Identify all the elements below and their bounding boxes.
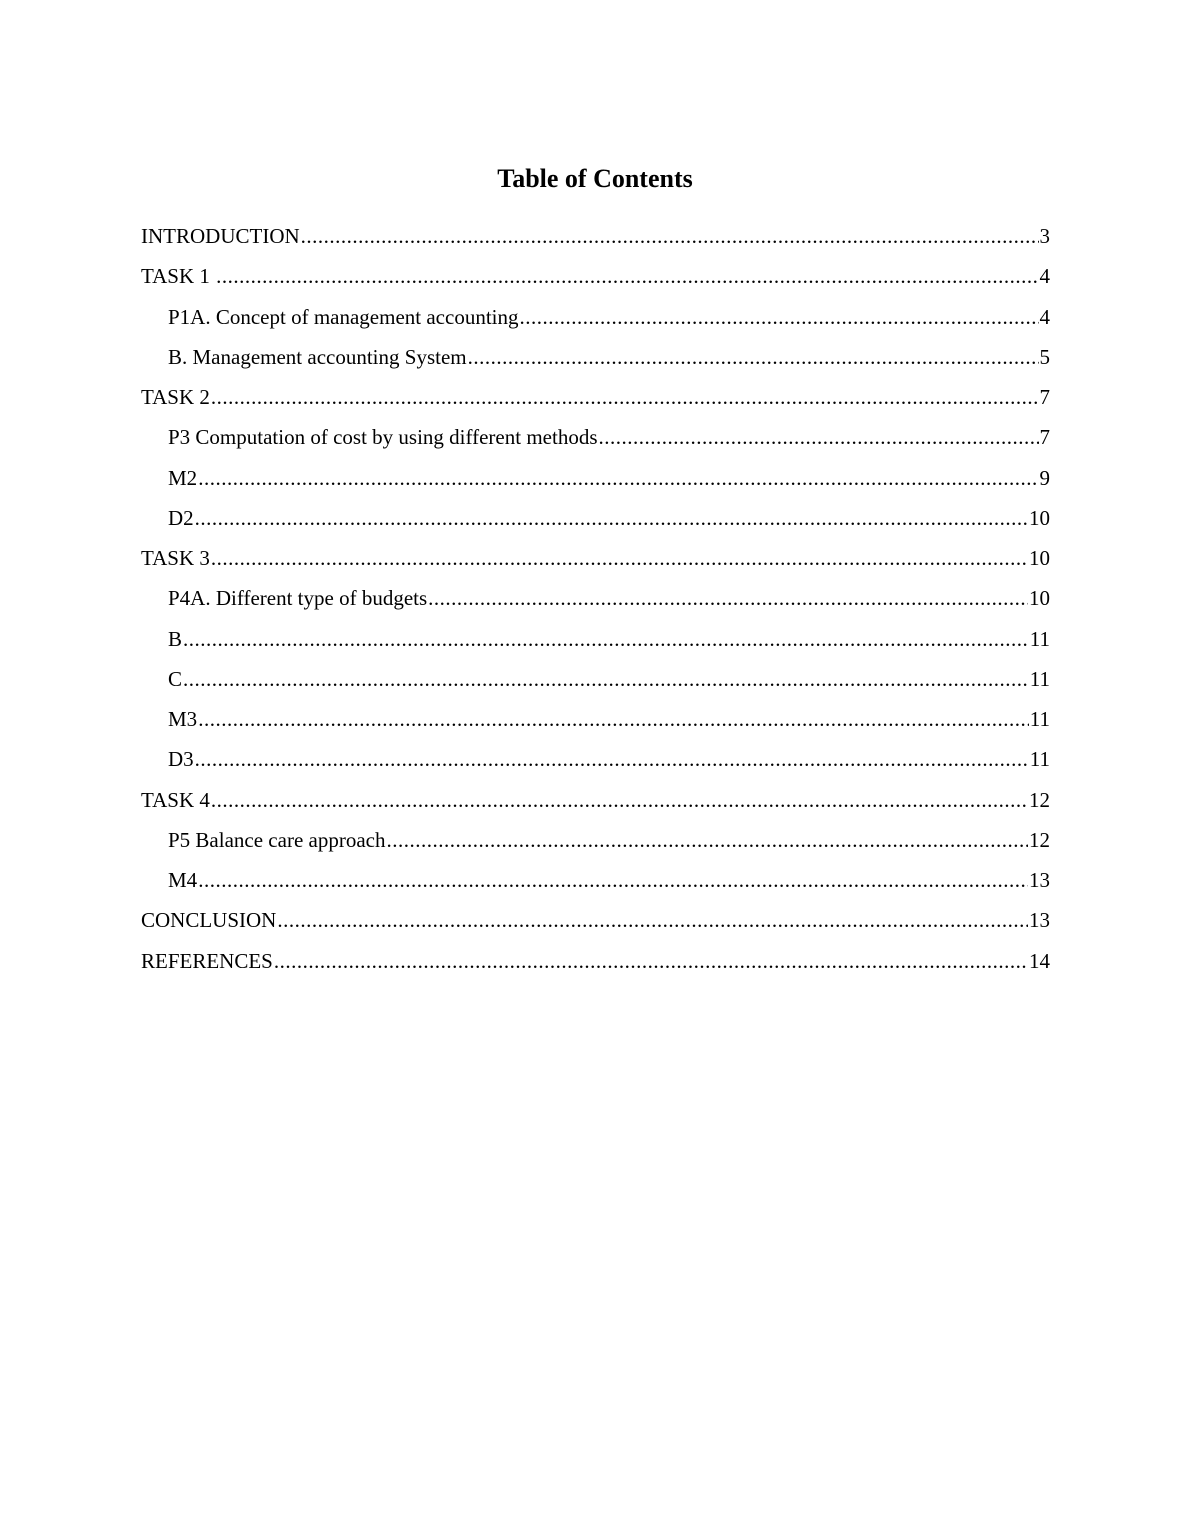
- toc-entry[interactable]: [141, 421, 1050, 461]
- toc-entry-page-number: 11: [1029, 747, 1050, 772]
- toc-entry-label: P3 Computation of cost by using different methods: [168, 425, 598, 450]
- toc-entry-page-number: 4: [1039, 264, 1050, 289]
- toc-entry-label: C: [168, 666, 183, 691]
- toc-dot-leader: [520, 301, 1039, 333]
- toc-entry-label: REFERENCES: [141, 948, 273, 973]
- toc-entry-page-number: 11: [1029, 626, 1050, 651]
- toc-entry[interactable]: [141, 623, 1050, 663]
- toc-entry[interactable]: [141, 904, 1050, 944]
- toc-entry-page-number: 7: [1039, 425, 1050, 450]
- toc-entry-page-number: 11: [1029, 666, 1050, 691]
- toc-dot-leader: [198, 462, 1038, 494]
- toc-entry[interactable]: [141, 462, 1050, 502]
- toc-entry-page-number: 7: [1039, 385, 1050, 409]
- toc-dot-leader: [183, 623, 1029, 655]
- toc-title: Table of Contents: [497, 164, 693, 193]
- toc-entry[interactable]: [141, 824, 1050, 864]
- toc-entry-label: CONCLUSION: [141, 908, 277, 933]
- toc-entry[interactable]: [141, 582, 1050, 622]
- toc-entry-label: B: [168, 626, 183, 651]
- toc-entry-label: TASK 1: [141, 264, 216, 289]
- toc-entry-label: P5 Balance care approach: [168, 827, 386, 852]
- toc-entry-page-number: 12: [1029, 827, 1050, 852]
- toc-entry-label: D3: [168, 747, 194, 772]
- toc-entry-label: M2: [168, 465, 198, 490]
- toc-dot-leader: [198, 864, 1028, 896]
- toc-entry-label: TASK 3: [141, 546, 210, 570]
- toc-entry[interactable]: [141, 381, 1050, 421]
- toc-entry-page-number: 10: [1029, 546, 1050, 570]
- toc-entry[interactable]: [141, 703, 1050, 743]
- toc-entry-label: TASK 4: [141, 787, 210, 812]
- toc-dot-leader: [183, 663, 1029, 695]
- toc-entry-page-number: 13: [1029, 868, 1050, 892]
- toc-entry[interactable]: [141, 743, 1050, 783]
- toc-dot-leader: [428, 582, 1028, 614]
- toc-entry[interactable]: [141, 663, 1050, 703]
- toc-entry-page-number: 13: [1029, 908, 1050, 933]
- toc-entry[interactable]: [141, 502, 1050, 542]
- toc-dot-leader: [216, 260, 1038, 292]
- toc-entry[interactable]: [141, 260, 1050, 300]
- toc-dot-leader: [211, 381, 1039, 413]
- toc-entry-page-number: 3: [1039, 224, 1050, 248]
- toc-entry-label: M3: [168, 707, 198, 731]
- toc-entry-page-number: 5: [1039, 344, 1050, 369]
- toc-entry[interactable]: [141, 542, 1050, 582]
- toc-dot-leader: [386, 824, 1028, 856]
- toc-entry-label: B. Management accounting System: [168, 344, 467, 369]
- toc-list: [141, 220, 1050, 985]
- toc-entry[interactable]: [141, 341, 1050, 381]
- toc-entry-label: INTRODUCTION: [141, 224, 300, 248]
- toc-dot-leader: [599, 421, 1039, 453]
- toc-dot-leader: [211, 542, 1028, 574]
- toc-entry-page-number: 12: [1029, 787, 1050, 812]
- toc-dot-leader: [195, 502, 1028, 534]
- toc-entry[interactable]: [141, 945, 1050, 985]
- toc-entry-label: P4A. Different type of budgets: [168, 586, 428, 611]
- toc-entry-page-number: 10: [1029, 586, 1050, 611]
- toc-dot-leader: [198, 703, 1029, 735]
- toc-entry-label: M4: [168, 868, 198, 892]
- toc-entry-page-number: 4: [1039, 304, 1050, 329]
- toc-entry-page-number: 11: [1029, 707, 1050, 731]
- toc-entry[interactable]: [141, 220, 1050, 260]
- toc-dot-leader: [301, 220, 1039, 252]
- toc-entry-page-number: 14: [1029, 948, 1050, 973]
- toc-entry[interactable]: [141, 301, 1050, 341]
- toc-dot-leader: [277, 904, 1028, 936]
- toc-dot-leader: [468, 341, 1039, 373]
- toc-entry[interactable]: [141, 784, 1050, 824]
- toc-entry-label: TASK 2: [141, 385, 210, 409]
- toc-entry-page-number: 9: [1039, 465, 1050, 490]
- toc-entry-label: D2: [168, 505, 194, 530]
- toc-entry[interactable]: [141, 864, 1050, 904]
- toc-dot-leader: [274, 945, 1028, 977]
- toc-dot-leader: [195, 743, 1029, 775]
- toc-dot-leader: [211, 784, 1028, 816]
- toc-entry-label: P1A. Concept of management accounting: [168, 304, 519, 329]
- toc-entry-page-number: 10: [1029, 505, 1050, 530]
